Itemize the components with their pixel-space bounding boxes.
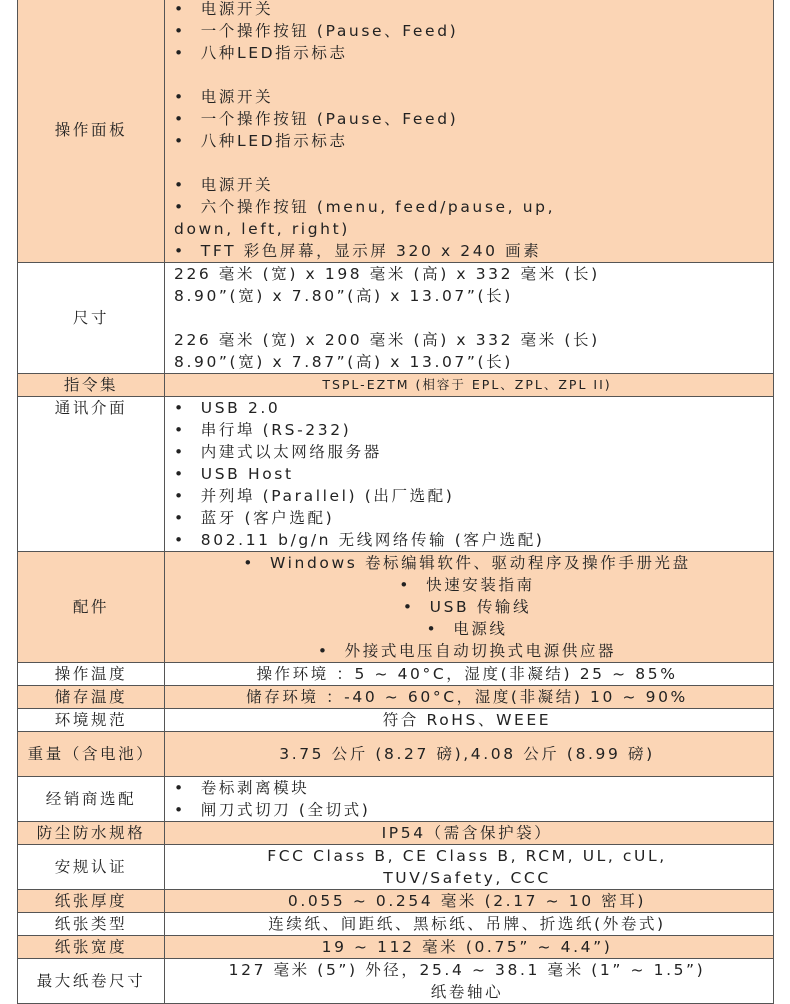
row-label: 环境规范 bbox=[18, 709, 165, 732]
row-label: 纸张厚度 bbox=[18, 890, 165, 913]
value-line: • 并列埠 (Parallel) (出厂选配) bbox=[174, 487, 455, 505]
row-max-roll-size bbox=[18, 959, 774, 1004]
row-certifications bbox=[18, 845, 774, 890]
row-value bbox=[165, 397, 774, 552]
spacer bbox=[174, 152, 769, 174]
row-ip-rating bbox=[18, 822, 774, 845]
value-line: • USB 传输线 bbox=[402, 598, 532, 616]
row-label: 重量（含电池） bbox=[18, 732, 165, 777]
row-label: 安规认证 bbox=[18, 845, 165, 890]
value-line: FCC Class B, CE Class B, RCM, UL, cUL, bbox=[267, 847, 667, 865]
value-line: • 电源开关 bbox=[174, 176, 274, 194]
row-value bbox=[165, 777, 774, 822]
row-environment bbox=[18, 709, 774, 732]
row-label: 储存温度 bbox=[18, 686, 165, 709]
row-label: 操作面板 bbox=[18, 0, 165, 263]
spec-table bbox=[17, 0, 774, 1004]
value-line: • 快速安装指南 bbox=[399, 576, 535, 594]
row-value bbox=[165, 822, 774, 845]
row-interfaces bbox=[18, 397, 774, 552]
row-value bbox=[165, 913, 774, 936]
value-line: • 内建式以太网络服务器 bbox=[174, 443, 382, 461]
row-media-type bbox=[18, 913, 774, 936]
value-line: • 闸刀式切刀 (全切式) bbox=[174, 801, 371, 819]
value-line: 8.90”(宽) x 7.87”(高) x 13.07”(长) bbox=[174, 353, 513, 371]
value-line: 符合 RoHS、WEEE bbox=[382, 711, 552, 729]
value-line: 储存环境 ：-40 ~ 60°C，湿度(非凝结) 10 ~ 90% bbox=[246, 688, 688, 706]
value-line: 操作环境 ：5 ~ 40°C，湿度(非凝结) 25 ~ 85% bbox=[256, 665, 678, 683]
value-line: • 电源线 bbox=[426, 620, 508, 638]
value-line: 0.055 ~ 0.254 毫米 (2.17 ~ 10 密耳) bbox=[287, 892, 647, 910]
spacer bbox=[174, 64, 769, 86]
value-line: • 蓝牙 (客户选配) bbox=[174, 509, 335, 527]
row-weight bbox=[18, 732, 774, 777]
row-value bbox=[165, 686, 774, 709]
row-label: 通讯介面 bbox=[18, 397, 165, 552]
value-line: • 六个操作按钮 (menu, feed/pause, up, bbox=[174, 198, 556, 216]
row-label: 纸张类型 bbox=[18, 913, 165, 936]
row-storage-temp bbox=[18, 686, 774, 709]
row-value bbox=[165, 732, 774, 777]
row-dimensions bbox=[18, 263, 774, 374]
value-line: • 802.11 b/g/n 无线网络传输 (客户选配) bbox=[174, 531, 545, 549]
spacer bbox=[174, 307, 769, 329]
value-line: 226 毫米 (宽) x 200 毫米 (高) x 332 毫米 (长) bbox=[174, 331, 600, 349]
row-label: 配件 bbox=[18, 552, 165, 663]
value-line: 纸卷轴心 bbox=[430, 983, 504, 1001]
row-value bbox=[165, 890, 774, 913]
value-line: • 外接式电压自动切换式电源供应器 bbox=[317, 642, 617, 660]
row-value bbox=[165, 374, 774, 397]
row-media-width bbox=[18, 936, 774, 959]
row-label: 经销商选配 bbox=[18, 777, 165, 822]
value-line: • 串行埠 (RS-232) bbox=[174, 421, 352, 439]
value-line: • 电源开关 bbox=[174, 0, 274, 18]
value-line: • 一个操作按钮 (Pause、Feed) bbox=[174, 22, 459, 40]
value-line: down, left, right) bbox=[174, 220, 350, 238]
value-line: 19 ~ 112 毫米 (0.75” ~ 4.4”) bbox=[321, 938, 613, 956]
value-line: 127 毫米 (5”) 外径，25.4 ~ 38.1 毫米 (1” ~ 1.5”) bbox=[228, 961, 706, 979]
row-label: 纸张宽度 bbox=[18, 936, 165, 959]
value-line: 226 毫米 (宽) x 198 毫米 (高) x 332 毫米 (长) bbox=[174, 265, 600, 283]
value-line: TUV/Safety, CCC bbox=[383, 869, 551, 887]
row-value bbox=[165, 936, 774, 959]
row-media-thickness bbox=[18, 890, 774, 913]
row-label: 操作温度 bbox=[18, 663, 165, 686]
row-dealer-options bbox=[18, 777, 774, 822]
value-line: • 八种LED指示标志 bbox=[174, 44, 348, 62]
row-accessories bbox=[18, 552, 774, 663]
row-value bbox=[165, 709, 774, 732]
value-line: • USB Host bbox=[174, 465, 294, 483]
value-line: • USB 2.0 bbox=[174, 399, 281, 417]
row-value bbox=[165, 663, 774, 686]
row-value bbox=[165, 959, 774, 1004]
row-value bbox=[165, 552, 774, 663]
value-line: • 八种LED指示标志 bbox=[174, 132, 348, 150]
row-value bbox=[165, 845, 774, 890]
value-line: 连续纸、间距纸、黑标纸、吊牌、折选纸(外卷式) bbox=[268, 915, 666, 933]
value-line: IP54（需含保护袋） bbox=[381, 824, 553, 842]
value-line: 3.75 公斤 (8.27 磅),4.08 公斤 (8.99 磅) bbox=[279, 745, 655, 763]
row-label: 尺寸 bbox=[18, 263, 165, 374]
row-operating-temp bbox=[18, 663, 774, 686]
value-line: TSPL-EZTM (相容于 EPL、ZPL、ZPL II) bbox=[322, 377, 612, 392]
row-command-set bbox=[18, 374, 774, 397]
value-line: • 电源开关 bbox=[174, 88, 274, 106]
value-line: • 一个操作按钮 (Pause、Feed) bbox=[174, 110, 459, 128]
row-value bbox=[165, 0, 774, 263]
row-label: 指令集 bbox=[18, 374, 165, 397]
row-label: 防尘防水规格 bbox=[18, 822, 165, 845]
value-line: • Windows 卷标编辑软件、驱动程序及操作手册光盘 bbox=[243, 554, 691, 572]
value-line: • TFT 彩色屏幕，显示屏 320 x 240 画素 bbox=[174, 242, 542, 260]
row-label: 最大纸卷尺寸 bbox=[18, 959, 165, 1004]
value-line: 8.90”(宽) x 7.80”(高) x 13.07”(长) bbox=[174, 287, 513, 305]
row-operation-panel bbox=[18, 0, 774, 263]
row-value bbox=[165, 263, 774, 374]
value-line: • 卷标剥离模块 bbox=[174, 779, 310, 797]
